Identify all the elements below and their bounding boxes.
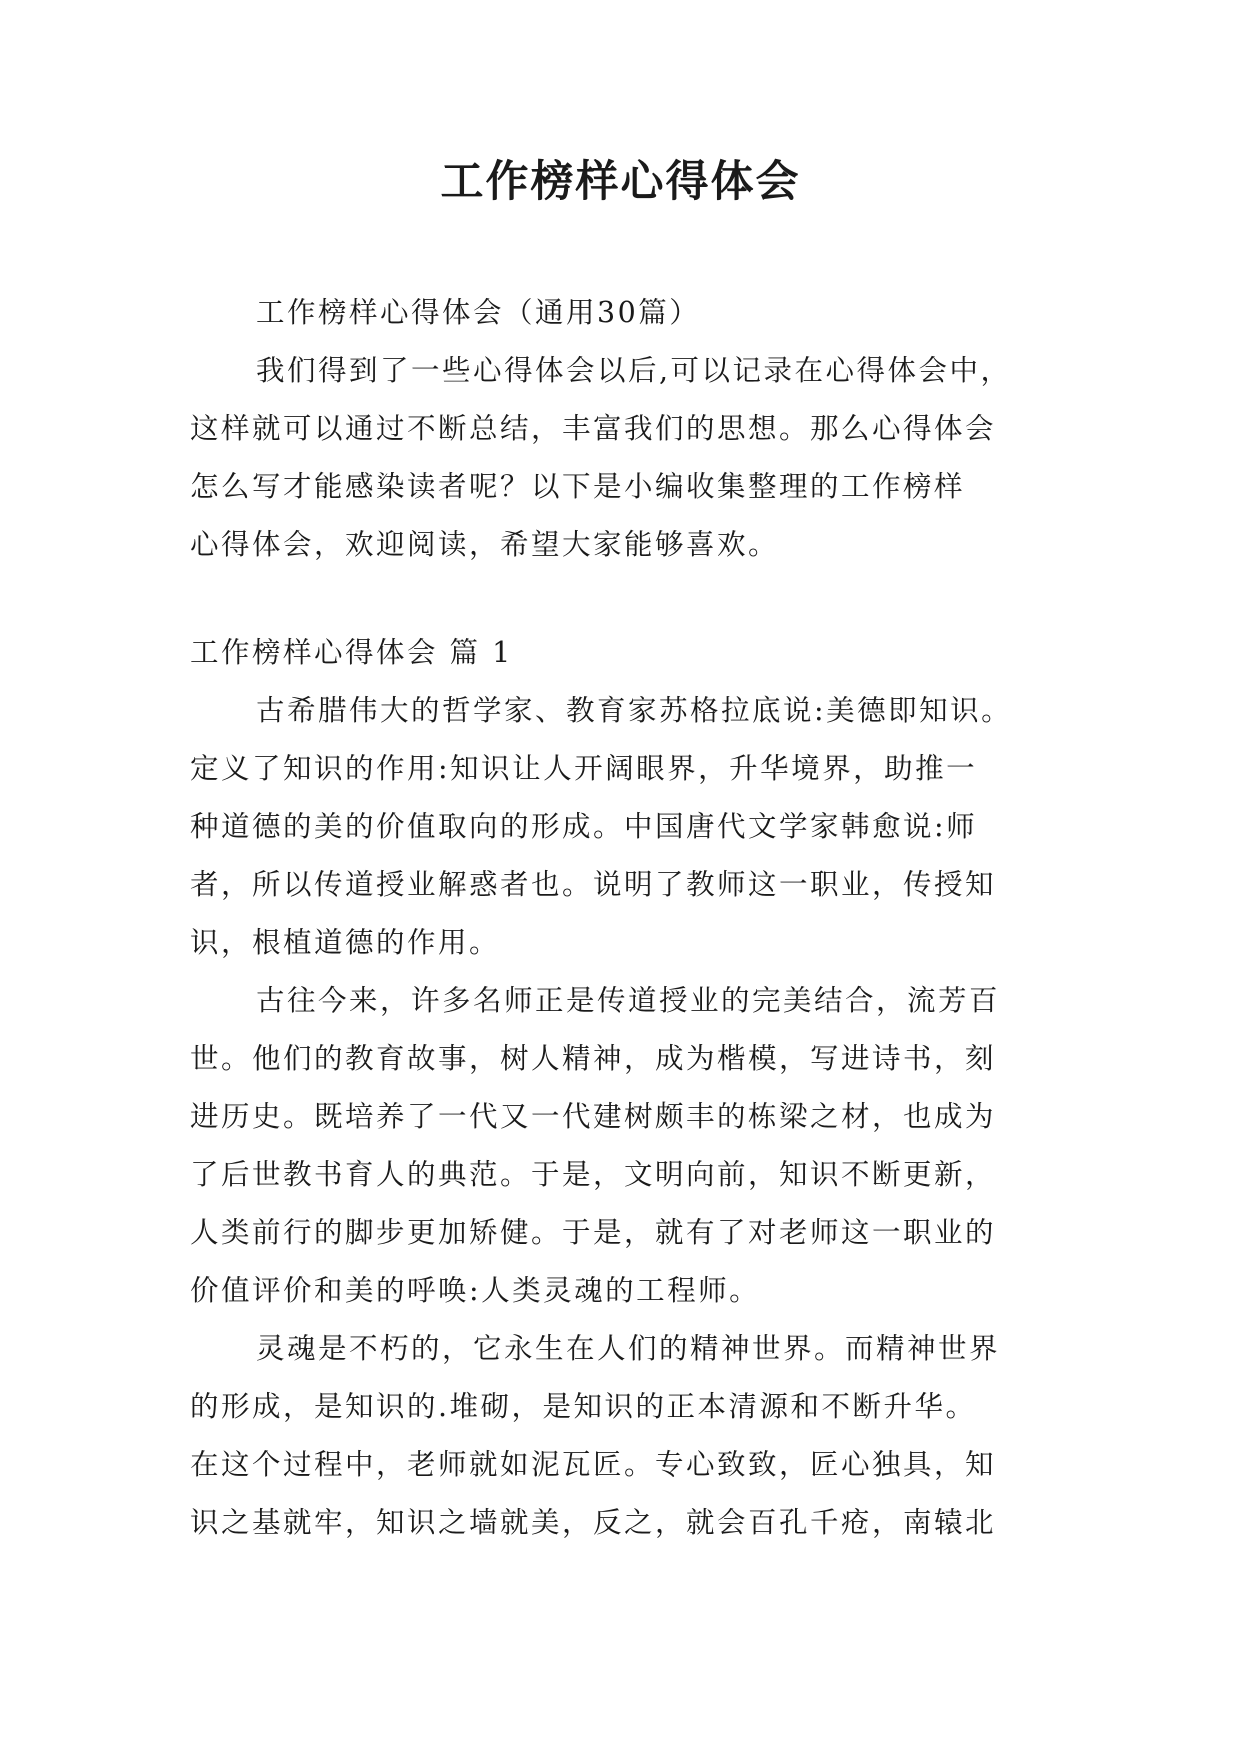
intro-line: 这样就可以通过不断总结，丰富我们的思想。那么心得体会 — [190, 412, 997, 445]
intro-paragraph — [190, 342, 1056, 574]
paragraph-line: 识，根植道德的作用。 — [190, 926, 501, 959]
intro-line: 怎么写才能感染读者呢？以下是小编收集整理的工作榜样 — [190, 470, 966, 503]
paragraph-line: 人类前行的脚步更加矫健。于是，就有了对老师这一职业的 — [190, 1216, 997, 1249]
paragraph-line: 古希腊伟大的哲学家、教育家苏格拉底说:美德即知识。 — [256, 694, 1013, 727]
document-body — [190, 284, 1056, 1552]
document-title: 工作榜样心得体会 — [440, 157, 801, 207]
paragraph-line: 进历史。既培养了一代又一代建树颇丰的栋梁之材，也成为 — [190, 1100, 997, 1133]
intro-line: 心得体会，欢迎阅读，希望大家能够喜欢。 — [190, 528, 780, 561]
paragraph-line: 种道德的美的价值取向的形成。中国唐代文学家韩愈说:师 — [190, 810, 978, 843]
paragraph-line: 了后世教书育人的典范。于是，文明向前，知识不断更新， — [190, 1158, 997, 1191]
section-spacer — [190, 574, 1056, 624]
paragraph-line: 定义了知识的作用:知识让人开阔眼界，升华境界，助推一 — [190, 752, 978, 785]
paragraph-line: 的形成，是知识的.堆砌，是知识的正本清源和不断升华。 — [190, 1390, 977, 1423]
paragraph-line: 价值评价和美的呼唤:人类灵魂的工程师。 — [190, 1274, 761, 1307]
paragraph-line: 者，所以传道授业解惑者也。说明了教师这一职业，传授知 — [190, 868, 997, 901]
paragraph-2 — [190, 972, 1056, 1320]
paragraph-1 — [190, 682, 1056, 972]
paragraph-line: 识之基就牢，知识之墙就美，反之，就会百孔千疮，南辕北 — [190, 1506, 997, 1539]
paragraph-line: 在这个过程中，老师就如泥瓦匠。专心致致，匠心独具，知 — [190, 1448, 997, 1481]
document-subtitle: 工作榜样心得体会（通用30篇） — [256, 296, 701, 329]
paragraph-3 — [190, 1320, 1056, 1552]
intro-line: 我们得到了一些心得体会以后,可以记录在心得体会中， — [256, 354, 1012, 387]
paragraph-line: 世。他们的教育故事，树人精神，成为楷模，写进诗书，刻 — [190, 1042, 997, 1075]
paragraph-line: 灵魂是不朽的，它永生在人们的精神世界。而精神世界 — [256, 1332, 1001, 1365]
section-heading: 工作榜样心得体会 篇 1 — [190, 636, 513, 669]
paragraph-line: 古往今来，许多名师正是传道授业的完美结合，流芳百 — [256, 984, 1001, 1017]
